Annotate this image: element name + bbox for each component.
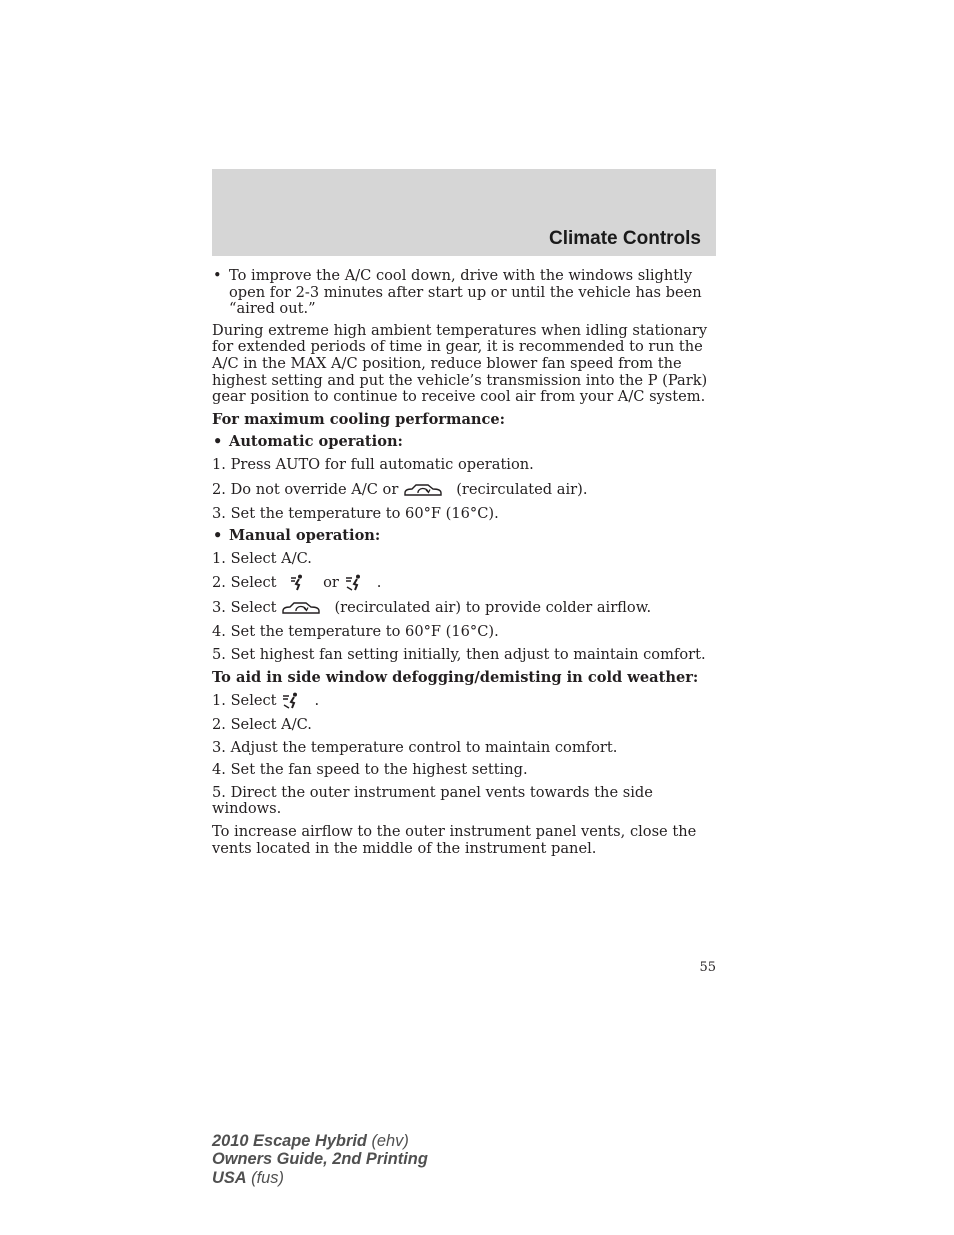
defog-step-3: 3. Adjust the temperature control to maintain comfort. <box>212 738 618 756</box>
section-title: Climate Controls <box>548 228 701 249</box>
recirculated-air-icon <box>281 599 321 617</box>
defog-step-1 <box>212 692 716 710</box>
max-cooling-heading: For maximum cooling performance: <box>212 410 506 428</box>
manual-step-1: 1. Select A/C. <box>212 549 312 567</box>
manual-step-4: 4. Set the temperature to 60°F (16°C). <box>212 623 499 641</box>
page-number: 55 <box>699 960 716 975</box>
footer-market-code: (fus) <box>251 1168 284 1187</box>
panel-vent-icon <box>290 574 306 592</box>
defog-step-5: 5. Direct the outer instrument panel vents towards the side windows. <box>212 783 653 818</box>
panel-floor-vent-icon <box>344 574 364 592</box>
auto-step-2-text-end: (recirculated air). <box>456 480 588 498</box>
bullet-windows-cooldown: • To improve the A/C cool down, drive with the windows slightly open for 2-3 minutes after start up or until the vehicle has been “aired out.” <box>212 268 716 318</box>
page-content <box>212 268 716 857</box>
paragraph-increase-airflow: To increase airflow to the outer instrument panel vents, close the vents located in the middle of the instrument panel. <box>212 823 697 857</box>
manual-step-2-text: 2. Select <box>212 574 277 592</box>
manual-step-5: 5. Set highest fan setting initially, then adjust to maintain comfort. <box>212 645 706 663</box>
footer-document-info <box>212 1132 428 1187</box>
auto-step-1: 1. Press AUTO for full automatic operation. <box>212 455 534 473</box>
footer-model-code: (ehv) <box>371 1132 409 1150</box>
defog-step-1-text: 1. Select <box>212 692 277 710</box>
manual-step-2-period: . <box>376 574 382 592</box>
panel-floor-vent-icon <box>281 692 301 710</box>
paragraph-idle-temperatures: During extreme high ambient temperatures when idling stationary for extended periods of time in gear, it is recommended to run the A/C in the MAX A/C position, reduce blower fan speed from the highest setting and put the vehicle’s transmission into the P (Park) gear position to continue to receive cool air from your A/C system. <box>212 321 708 406</box>
automatic-operation-heading: • Automatic operation: <box>212 434 716 451</box>
manual-step-2 <box>212 574 716 592</box>
manual-step-2-or: or <box>323 574 339 592</box>
auto-step-3: 3. Set the temperature to 60°F (16°C). <box>212 504 499 522</box>
footer-line-2: Owners Guide, 2nd Printing <box>212 1150 428 1169</box>
footer-line-1 <box>212 1132 428 1150</box>
manual-step-3-text: 3. Select <box>212 599 277 617</box>
manual-step-3-text-end: (recirculated air) to provide colder airflow. <box>334 599 652 617</box>
header-band <box>212 169 716 256</box>
auto-step-2-text: 2. Do not override A/C or <box>212 480 399 498</box>
manual-step-3 <box>212 599 716 617</box>
auto-step-2 <box>212 481 716 499</box>
defog-step-4: 4. Set the fan speed to the highest setting. <box>212 761 528 779</box>
defog-heading: To aid in side window defogging/demisting in cold weather: <box>212 668 699 686</box>
footer-model: 2010 Escape Hybrid <box>212 1132 367 1150</box>
footer-line-3 <box>212 1169 428 1187</box>
manual-operation-heading: • Manual operation: <box>212 528 716 545</box>
footer-market: USA <box>212 1168 247 1187</box>
defog-step-1-period: . <box>314 692 320 710</box>
recirculated-air-icon <box>403 481 443 499</box>
defog-step-2: 2. Select A/C. <box>212 716 312 734</box>
